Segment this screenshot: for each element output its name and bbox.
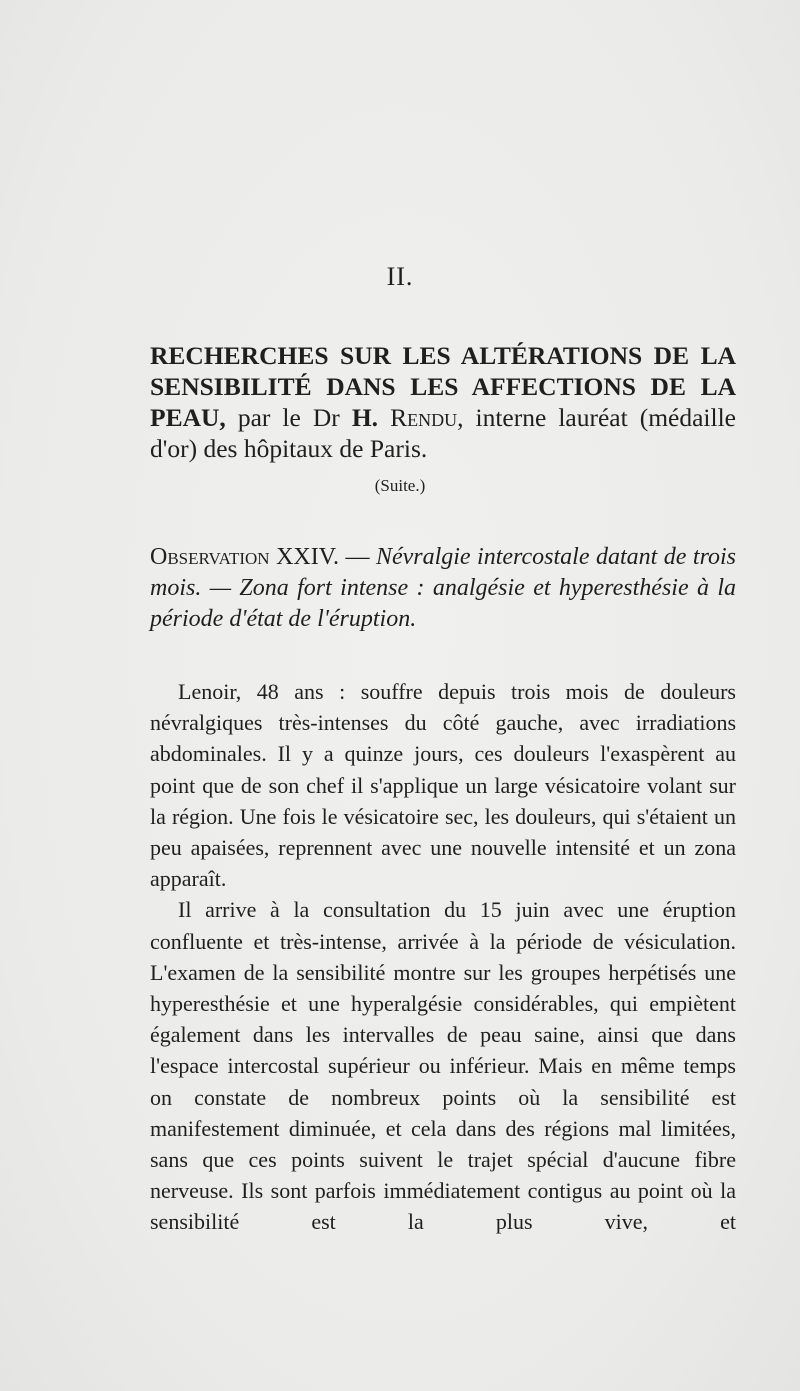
author-surname: Rendu bbox=[390, 403, 458, 432]
author-description: , interne lauréat (médaille d'or) des hôpitaux de Paris. bbox=[150, 403, 736, 463]
observation-number: XXIV. bbox=[276, 544, 339, 570]
observation-title: Névralgie intercostale datant de trois mois. — Zona fort intense : analgésie et hyperesthésie à la période d'état de l'éruption. bbox=[150, 544, 737, 632]
continued-label: (Suite.) bbox=[374, 476, 426, 495]
body-text bbox=[150, 676, 736, 1238]
author-initial: H. bbox=[351, 403, 379, 432]
observation-heading bbox=[150, 542, 736, 635]
title-by: par le bbox=[237, 403, 301, 432]
paragraph: Lenoir, 48 ans : souffre depuis trois mois de douleurs névralgiques très-intenses du côté gauche, avec irradiations abdominales. Il y a quinze jours, ces douleurs l'exaspèrent au point que de son chef il s'applique un large vésicatoire volant sur la région. Une fois le vésicatoire sec, les douleurs, qui s'étaient un peu apaisées, reprennent avec une nouvelle intensité et un zona apparaît. bbox=[150, 679, 736, 892]
title-heading: RECHERCHES SUR LES ALTÉRATIONS DE LA SENSIBILITÉ DANS LES AFFECTIONS DE LA PEAU, bbox=[150, 341, 736, 432]
author-title: Dr bbox=[312, 403, 340, 432]
observation-dash: — bbox=[338, 544, 376, 570]
paragraph: Il arrive à la consultation du 15 juin avec une éruption confluente et très-intense, arrivée à la période de vésiculation. L'examen de la sensibilité montre sur les groupes herpétisés une hyperesthésie et une hyperalgésie considérables, qui empiètent également dans les intervalles de peau saine, ainsi que dans l'espace intercostal supérieur ou inférieur. Mais en même temps on constate de nombreux points où la sensibilité est manifestement diminuée, et cela dans des régions mal limitées, sans que ces points suivent le trajet spécial d'aucune fibre nerveuse. Ils sont parfois immédiatement contigus au point où la sensibilité est la plus vive, et bbox=[150, 897, 736, 1235]
section-numeral: II. bbox=[386, 262, 414, 291]
observation-label: Observation bbox=[150, 544, 270, 570]
article-title bbox=[150, 340, 736, 464]
